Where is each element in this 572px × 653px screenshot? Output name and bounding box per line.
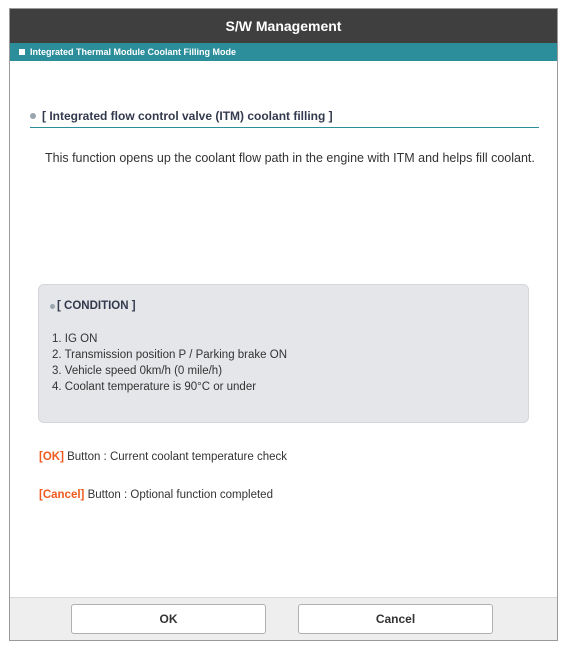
cancel-button[interactable]: Cancel <box>298 604 493 634</box>
function-description: This function opens up the coolant flow path in the engine with ITM and helps fill coolant. <box>45 151 535 165</box>
ok-note-text: Button : Current coolant temperature check <box>63 451 288 463</box>
section-heading-label: [ Integrated flow control valve (ITM) coolant filling ] <box>42 109 333 123</box>
ok-button-note <box>39 451 287 463</box>
condition-item: 2. Transmission position P / Parking brake ON <box>52 349 288 361</box>
condition-heading-label: [ CONDITION ] <box>57 300 136 312</box>
ok-button[interactable]: OK <box>71 604 266 634</box>
bullet-dot-icon <box>30 113 36 119</box>
condition-panel <box>38 284 529 423</box>
condition-item: 3. Vehicle speed 0km/h (0 mile/h) <box>52 365 223 377</box>
sw-management-dialog <box>9 8 558 641</box>
mode-header <box>10 43 557 61</box>
dialog-title: S/W Management <box>10 9 557 43</box>
dialog-footer <box>10 597 557 640</box>
cancel-note-text: Button : Optional function completed <box>84 489 273 501</box>
bullet-dot-icon <box>50 304 55 309</box>
condition-list <box>52 331 287 395</box>
square-bullet-icon <box>19 49 25 55</box>
condition-item: 4. Coolant temperature is 90°C or under <box>52 381 257 393</box>
cancel-note-tag: [Cancel] <box>39 489 85 501</box>
cancel-button-note <box>39 489 273 501</box>
ok-note-tag: [OK] <box>39 451 64 463</box>
section-heading <box>30 105 539 128</box>
mode-header-label: Integrated Thermal Module Coolant Filling Mode <box>30 47 237 57</box>
condition-heading <box>50 300 136 312</box>
condition-item: 1. IG ON <box>52 333 98 345</box>
